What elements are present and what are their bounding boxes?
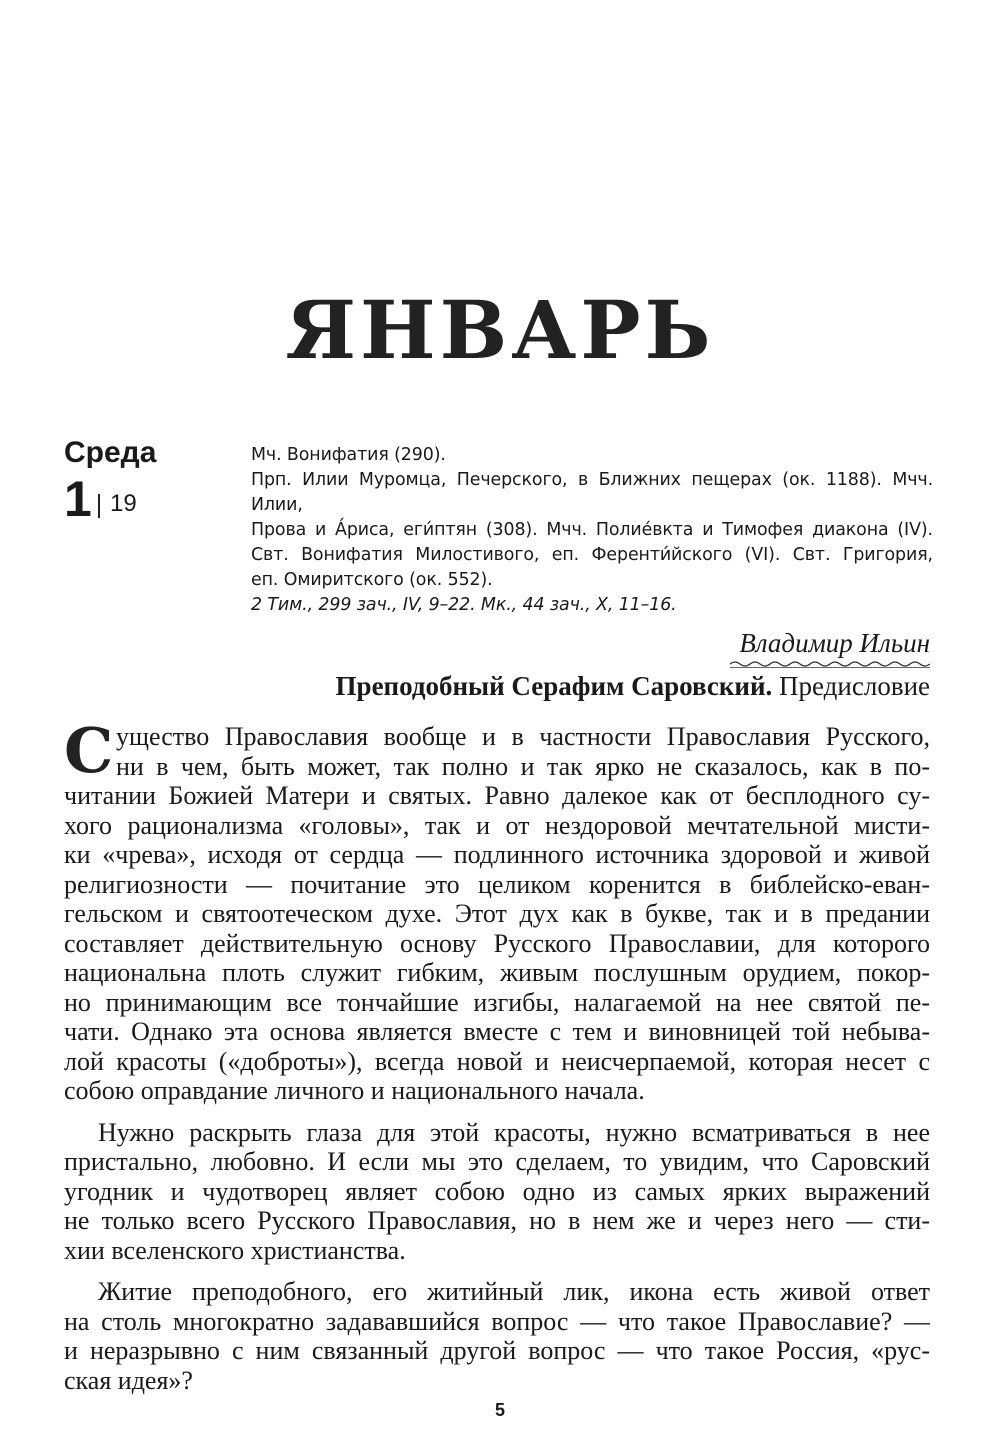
- paragraph-line: собою оправдание личного и национального начала.: [64, 1076, 645, 1105]
- paragraph-line: не только всего Русского Православия, но в нем же и через него — сти-: [64, 1206, 930, 1235]
- article-body: [64, 714, 930, 1395]
- paragraph-line: но принимающим все тончайшие изгибы, налагаемой на нее святой пе-: [64, 987, 930, 1017]
- paragraph-line: религиозности — почитание это целиком коренится в библейско-еван-: [64, 869, 930, 899]
- month-title: ЯНВАРЬ: [285, 283, 715, 377]
- article-title-main: Преподобный Серафим Саровский.: [335, 671, 773, 701]
- paragraph-line: пристально, любовно. И если мы это сделаем, то увидим, что Саровский: [64, 1147, 930, 1176]
- paragraph-line: Житие преподобного, его житийный лик, икона есть живой ответ: [98, 1277, 930, 1306]
- paragraph-line: ская идея»?: [64, 1365, 193, 1395]
- paragraph-line: лой красоты («доброты»), всегда новой и неисчерпаемой, которая несет с: [64, 1046, 930, 1076]
- commemorations-block: [251, 443, 933, 618]
- paragraph-line: хии вселенского христианства.: [64, 1235, 406, 1265]
- day-separator: [98, 494, 100, 518]
- paragraph-line: и неразрывно с ним связанный другой вопрос — что такое Россия, «рус-: [64, 1336, 930, 1365]
- page-number: 5: [494, 1400, 505, 1420]
- commemoration-line: Мч. Вонифатия (290).: [251, 445, 446, 465]
- old-style-date: 19: [110, 490, 137, 517]
- article-title-subtitle: Предисловие: [772, 671, 930, 701]
- article-author: Владимир Ильин: [739, 628, 930, 658]
- paragraph-line: чати. Однако эта основа является вместе с тем и виновницей той небыва-: [64, 1017, 930, 1046]
- commemoration-line: еп. Омиритского (ок. 552).: [251, 570, 493, 590]
- day-number: 1: [64, 471, 92, 527]
- paragraph-line: гельском и святоотеческом духе. Этот дух как в букве, так и в предании: [64, 899, 930, 928]
- commemoration-line: Прп. Илии Муромца, Печерского, в Ближних пещерах (ок. 1188). Мчч. Илии,: [251, 470, 933, 515]
- article-title: [336, 670, 930, 702]
- author-wavy-rule: [730, 660, 930, 668]
- paragraph-line: составляет действительную основу Русского Православии, для которого: [64, 928, 930, 958]
- paragraph-line: на столь многократно задававшийся вопрос — что такое Православие? —: [64, 1306, 930, 1336]
- commemoration-line: Прова и А́риса, еги́птян (308). Мчч. Полие́вкта и Тимофея диакона (IV).: [251, 520, 933, 540]
- paragraph-line: национальна плоть служит гибким, живым послушным орудием, покор-: [64, 958, 930, 987]
- drop-cap: С: [64, 714, 114, 787]
- paragraph-line: ни в чем, быть может, так полно и так ярко не сказалось, как в по-: [116, 751, 930, 781]
- paragraph-line: читании Божией Матери и святых. Равно далекое как от бесплодного су-: [64, 781, 930, 810]
- scripture-readings: 2 Тим., 299 зач., IV, 9–22. Мк., 44 зач., X, 11–16.: [251, 595, 677, 615]
- commemoration-line: Свт. Вонифатия Милостивого, еп. Ференти́йского (VI). Свт. Григория,: [251, 545, 933, 565]
- paragraph-line: ущество Православия вообще и в частности Православия Русского,: [116, 722, 930, 751]
- paragraph-line: Нужно раскрыть глаза для этой красоты, нужно всматриваться в нее: [98, 1117, 930, 1147]
- paragraph-line: ки «чрева», исходя от сердца — подлинного источника здоровой и живой: [64, 840, 930, 869]
- weekday-label: Среда: [64, 436, 157, 469]
- paragraph-line: хого рационализма «головы», так и от нездоровой мечтательной мисти-: [64, 810, 930, 840]
- paragraph-line: угодник и чудотворец являет собою одно из самых ярких выражений: [64, 1176, 930, 1206]
